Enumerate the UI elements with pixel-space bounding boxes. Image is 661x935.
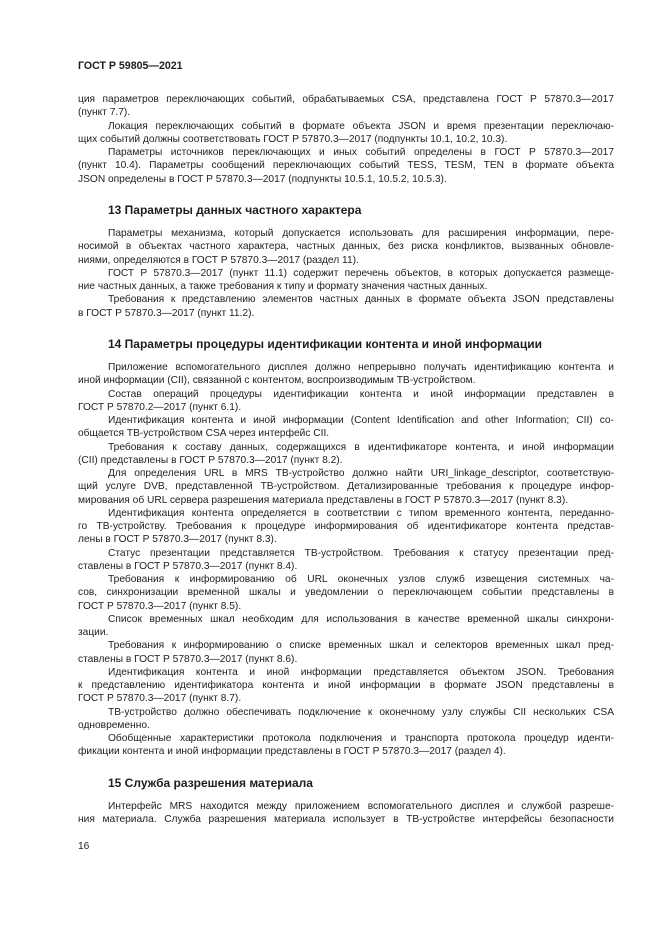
text-line: Локация переключающих событий в формате объекта JSON и время презентации переключаю- [108,120,614,132]
paragraph [78,706,614,733]
text-line: Требования к информированию об URL оконечных узлов служб извещения системных ча- [108,574,614,585]
paragraph [78,666,614,706]
text-line: фикации контента и иной информации представлены в ГОСТ Р 57870.3—2017 (раздел 4). [78,746,506,758]
text-line: Требования к информированию о списке временных шкал и селекторов временных шкал пред- [108,640,614,652]
text-line: ТВ-устройство должно обеспечивать подключение к оконечному узлу службы CII нескольких CSA [108,706,614,718]
text-line: Обобщенные характеристики протокола подключения и транспорта протокола процедур иденти- [108,733,614,744]
paragraph [78,441,614,468]
section-heading: 14 Параметры процедуры идентификации контента и иной информации [108,336,542,351]
text-line: ГОСТ Р 57870.3—2017 (пункт 11.1) содержит перечень объектов, в которых допускается размеще- [108,267,614,279]
text-line: Для определения URL в MRS ТВ-устройство должно найти URI_linkage_descriptor, соответствую- [108,468,614,479]
text-line: ставлены в ГОСТ Р 57870.3—2017 (пункт 8.6). [78,653,298,665]
text-line: Параметры источников переключающих и иных событий определены в ГОСТ Р 57870.3—2017 [108,147,614,158]
text-line: зации. [78,627,109,638]
paragraph [78,146,614,186]
document-body [78,93,614,826]
text-line: общается ТВ-устройством CSA через интерфейс CII. [78,428,330,440]
section-heading: 13 Параметры данных частного характера [108,202,362,217]
text-line: мирования об URL сервера разрешения материала представлены в ГОСТ Р 57870.3—2017 (пункт 8.3). [78,494,569,506]
text-line: (пункт 7.7). [78,107,131,119]
paragraph [78,639,614,666]
text-line: ставлены в ГОСТ Р 57870.3—2017 (пункт 8.4). [78,560,298,572]
text-line: (пункт 10.4). Параметры сообщений переключающих событий TESS, TESM, TEN в формате объекта [78,160,614,172]
paragraph [78,227,614,267]
text-line: носимой в объектах частного характера, частных данных, без риска конфликтов, вызванных обновле- [78,241,614,253]
paragraph [78,388,614,415]
paragraph [78,613,614,640]
paragraph [78,93,614,120]
text-line: Статус презентации представляется ТВ-устройством. Требования к статусу презентации пред- [108,547,614,559]
text-line: щих событий должны соответствовать ГОСТ Р 57870.3—2017 (подпункты 10.1, 10.2, 10.3). [78,133,508,145]
paragraph [78,361,614,388]
text-line: Идентификация контента и иной информации представляется объектом JSON. Требования [108,666,614,678]
paragraph [78,120,614,147]
text-line: лены в ГОСТ Р 57870.3—2017 (пункт 8.3). [78,534,277,546]
text-line: ние частных данных, а также требования к типу и формату значения частных данных. [78,281,488,292]
document-header: ГОСТ Р 59805—2021 [78,60,183,72]
text-line: Список временных шкал необходим для использования в качестве временной шкалы синхрони- [108,613,614,625]
text-line: Параметры механизма, который допускается использовать для расширения информации, пере- [108,228,614,239]
text-line: в ГОСТ Р 57870.3—2017 (пункт 11.2). [78,307,255,319]
text-line: ниями, определяются в ГОСТ Р 57870.3—2017 (раздел 11). [78,254,359,266]
text-line: Требования к составу данных, содержащихся в идентификаторе контента, и иной информации [108,441,614,453]
text-line: Идентификация контента и иной информации (Content Identification and other Information; CII) со- [108,415,614,426]
paragraph [78,267,614,294]
text-line: ГОСТ Р 57870.2—2017 (пункт 6.1). [78,401,242,413]
paragraph [78,573,614,613]
text-line: ГОСТ Р 57870.3—2017 (пункт 8.5). [78,600,242,612]
text-line: Идентификация контента определяется в соответствии с типом временного контента, переданно- [108,507,614,519]
paragraph [78,732,614,759]
text-line: JSON определены в ГОСТ Р 57870.3—2017 (подпункты 10.5.1, 10.5.2, 10.5.3). [78,173,447,185]
text-line: сов, синхронизации временной шкалы и уведомлении о переключающем событии представлены в [78,587,614,599]
text-line: (CII) представлены в ГОСТ Р 57870.3—2017 (пункт 8.2). [78,454,343,466]
text-line: ГОСТ Р 57870.3—2017 (пункт 8.7). [78,693,242,705]
text-line: Приложение вспомогательного дисплея должно непрерывно получать идентификацию контента и [108,362,614,373]
paragraph [78,293,614,320]
text-line: Требования к представлению элементов частных данных в формате объекта JSON представлены [108,294,614,306]
page-number: 16 [78,841,90,852]
paragraph [78,414,614,441]
paragraph [78,467,614,507]
paragraph [78,507,614,547]
text-line: иной информации (CII), связанной с контентом, воспроизводимым ТВ-устройством. [78,375,476,387]
text-line: ция параметров переключающих событий, обрабатываемых CSA, представлена ГОСТ Р 57870.3—2017 [78,94,614,105]
text-line: го ТВ-устройству. Требования к процедуре информирования об идентификаторе контента представ- [78,521,614,532]
text-line: ния материала. Служба разрешения материала использует в ТВ-устройстве интерфейсы безопасности [78,814,614,825]
text-line: одновременно. [78,719,150,731]
text-line: щий услуге DVB, представленной ТВ-устройством. Детализированные требования к процедуре инфор- [78,481,614,493]
text-line: Интерфейс MRS находится между приложением вспомогательного дисплея и службой разреше- [108,800,614,812]
paragraph [78,547,614,574]
text-line: к представлению идентификатора контента и иной информации в формате JSON представлены в [78,680,614,691]
text-line: Состав операций процедуры идентификации контента и иной информации представлен в [108,388,614,400]
section-heading: 15 Служба разрешения материала [108,775,313,790]
paragraph [78,800,614,827]
